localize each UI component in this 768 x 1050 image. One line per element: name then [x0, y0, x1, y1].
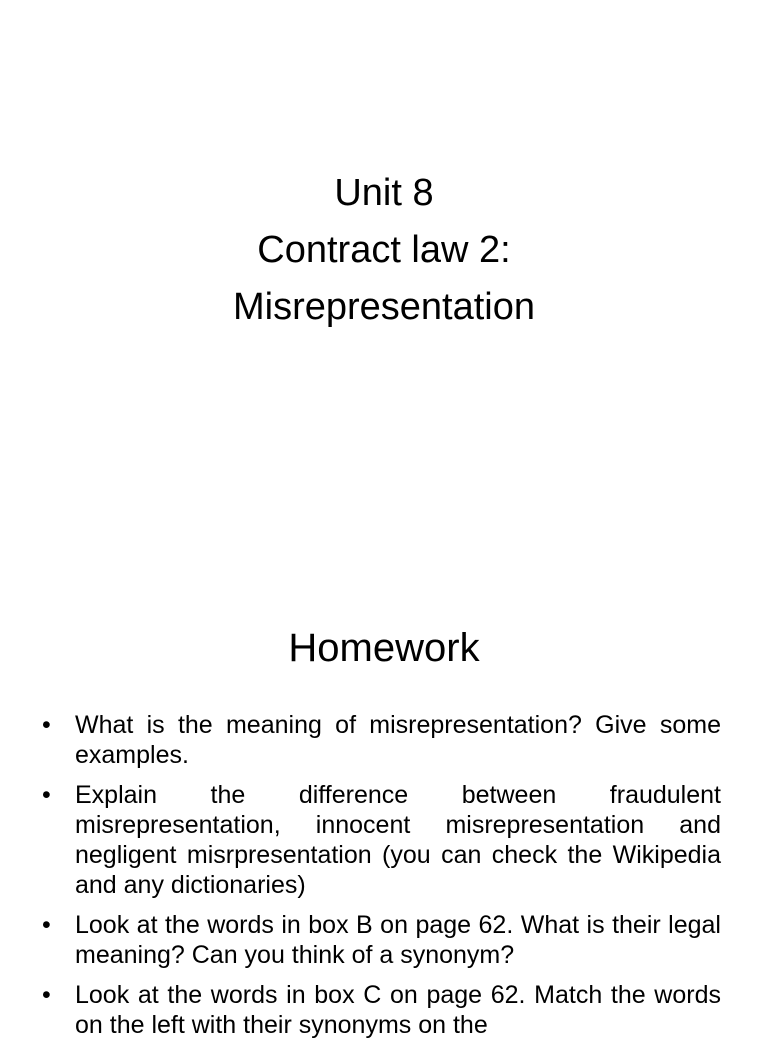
- list-item: [0, 710, 768, 770]
- bullet-icon: •: [42, 911, 51, 939]
- slide-title: [0, 165, 768, 336]
- list-item-text: Look at the words in box B on page 62. What is their legal meaning? Can you think of a synonym?: [75, 911, 721, 969]
- list-item: [0, 780, 768, 900]
- title-line-topic: Contract law 2:: [257, 229, 511, 271]
- title-line-subtopic: Misrepresentation: [232, 286, 536, 328]
- list-item: [0, 910, 768, 970]
- title-line-unit: Unit 8: [334, 172, 434, 214]
- bullet-icon: •: [42, 711, 51, 739]
- list-item: [0, 980, 768, 1040]
- list-item-text: What is the meaning of misrepresentation? Give some examples.: [75, 711, 721, 769]
- bullet-icon: •: [42, 981, 51, 1009]
- homework-list: [0, 710, 768, 1050]
- list-item-text: Look at the words in box C on page 62. Match the words on the left with their synonyms on the: [75, 981, 721, 1039]
- homework-slide: [0, 576, 768, 1039]
- list-item-text: Explain the difference between fraudulent misrepresentation, innocent misrepresentation and negligent misrpresentation (you can check the Wikipedia and any dictionaries): [75, 781, 721, 899]
- bullet-icon: •: [42, 781, 51, 809]
- homework-title: Homework: [288, 626, 480, 670]
